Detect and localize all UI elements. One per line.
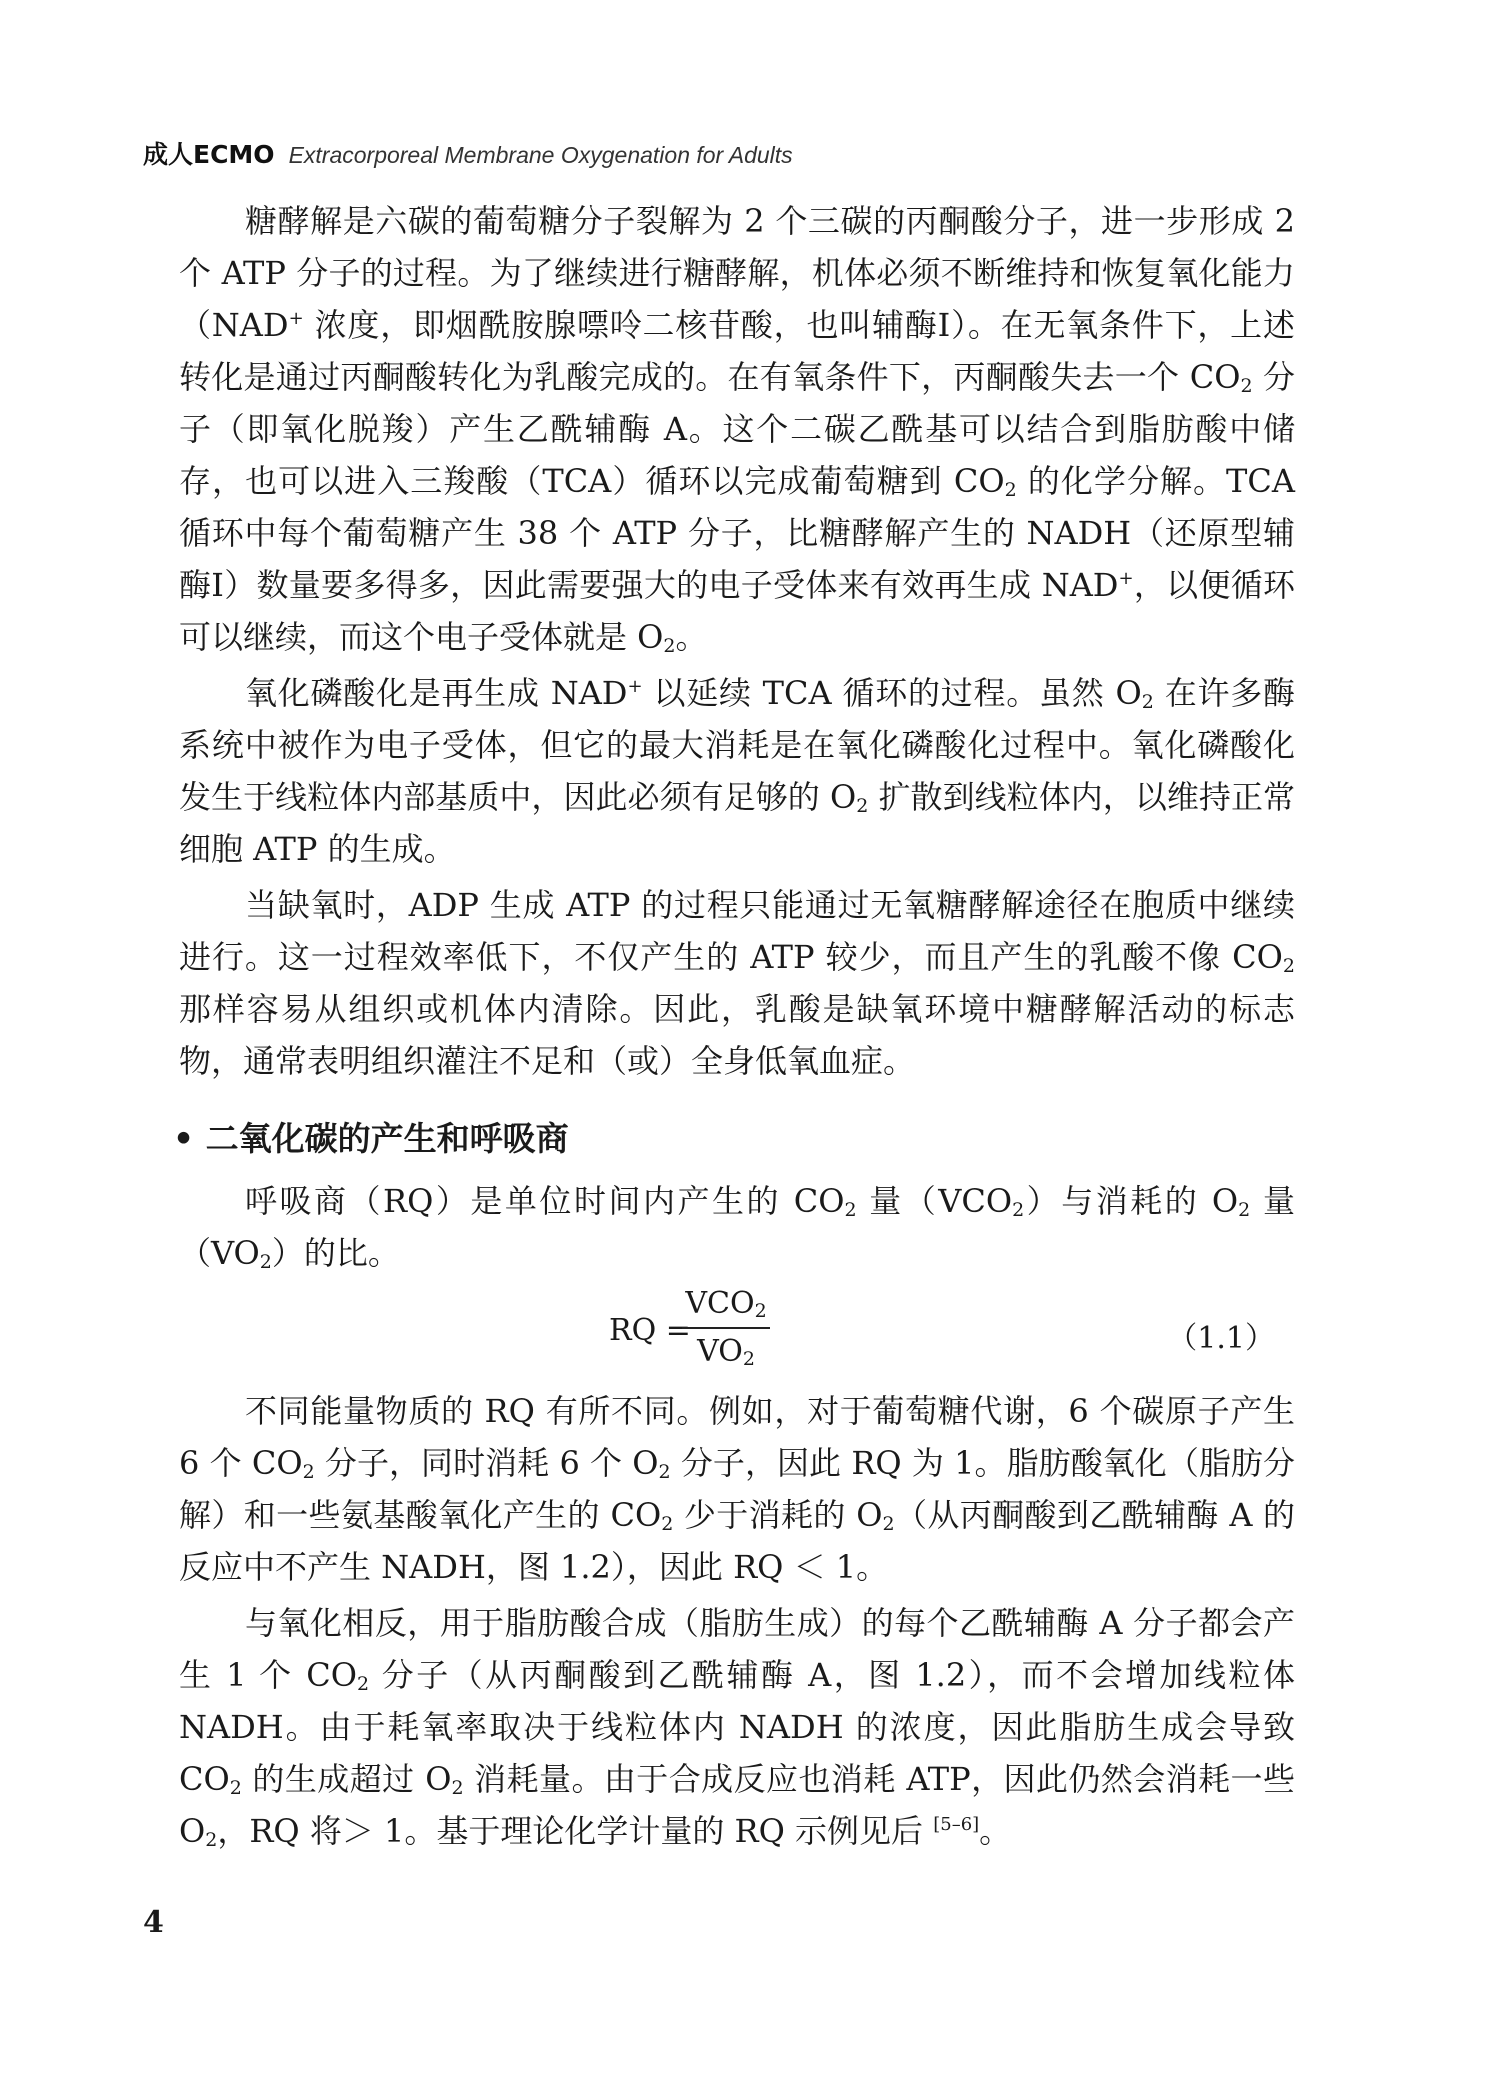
page-body: [173, 195, 1295, 1861]
equation-numerator: $VCO_2$: [685, 1286, 767, 1322]
fraction-bar: [682, 1327, 770, 1329]
citation-ref: [5–6]: [933, 1814, 980, 1835]
equation-denominator: $VO_2$: [697, 1334, 755, 1370]
running-header: [143, 135, 793, 171]
equation-number: （1.1）: [1167, 1321, 1275, 1356]
section-heading-co2-rq: • 二氧化碳的产生和呼吸商: [173, 1119, 569, 1158]
paragraph-lipogenesis: 与氧化相反，用于脂肪酸合成（脂肪生成）的每个乙酰辅酶 A 分子都会产生 1 个 $CO_2$ 分子（从丙酮酸到乙酰辅酶 A，图 1.2），而不会增加线粒体 NADH。由于耗氧率取决于线粒体内 NADH 的浓度，因此脂肪生成会导致 $CO_2$ 的生成超过 $O_2$ 消耗量。由于合成反应也消耗 ATP，因此仍然会消耗一些 $O_2$，RQ 将＞ 1。基于理论化学计量的 RQ 示例见后 [5–6]。: [179, 1604, 1295, 1851]
paragraph-rq-definition: 呼吸商（RQ）是单位时间内产生的 $CO_2$ 量$(VCO_2)$与消耗的 $O_2$ 量$(VO_2)$的比。: [179, 1182, 1295, 1273]
paragraph-rq-substrates: 不同能量物质的 RQ 有所不同。例如，对于葡萄糖代谢，6 个碳原子产生 6 个 $CO_2$ 分子，同时消耗 6 个 $O_2$ 分子，因此 RQ 为 1。脂肪酸氧化（脂肪分解）和一些氨基酸氧化产生的 $CO_2$ 少于消耗的 $O_2$（从丙酮酸到乙酰辅酶 A 的反应中不产生 NADH，图 1.2），因此 RQ ＜ 1。: [179, 1392, 1295, 1586]
equation-lhs: RQ =: [609, 1313, 691, 1348]
paragraph-glycolysis: 糖酵解是六碳的葡萄糖分子裂解为 2 个三碳的丙酮酸分子，进一步形成 2 个 ATP 分子的过程。为了继续进行糖酵解，机体必须不断维持和恢复氧化能力（NAD+ 浓度，即烟酰胺腺嘌呤二核苷酸，也叫辅酶Ⅰ）。在无氧条件下，上述转化是通过丙酮酸转化为乳酸完成的。在有氧条件下，丙酮酸失去一个 $CO_2$ 分子（即氧化脱羧）产生乙酰辅酶 A。这个二碳乙酰基可以结合到脂肪酸中储存，也可以进入三羧酸（TCA）循环以完成葡萄糖到 $CO_2$ 的化学分解。TCA 循环中每个葡萄糖产生 38 个 ATP 分子，比糖酵解产生的 NADH（还原型辅酶Ⅰ）数量要多得多，因此需要强大的电子受体来有效再生成 NAD+，以便循环可以继续，而这个电子受体就是 $O_2$。: [179, 202, 1295, 657]
rq-equation: [179, 1283, 1295, 1379]
equation-fraction: [682, 1283, 770, 1373]
book-title-cn: 成人ECMO: [143, 140, 275, 169]
paragraph-hypoxia: 当缺氧时，ADP 生成 ATP 的过程只能通过无氧糖酵解途径在胞质中继续进行。这一过程效率低下，不仅产生的 ATP 较少，而且产生的乳酸不像 $CO_2$ 那样容易从组织或机体内清除。因此，乳酸是缺氧环境中糖酵解活动的标志物，通常表明组织灌注不足和（或）全身低氧血症。: [179, 886, 1295, 1080]
book-title-en: Extracorporeal Membrane Oxygenation for Adults: [288, 142, 793, 168]
paragraph-oxidative-phosphorylation: 氧化磷酸化是再生成 NAD+ 以延续 TCA 循环的过程。虽然 $O_2$ 在许多酶系统中被作为电子受体，但它的最大消耗是在氧化磷酸化过程中。氧化磷酸化发生于线粒体内部基质中，因此必须有足够的 $O_2$ 扩散到线粒体内，以维持正常细胞 ATP 的生成。: [179, 674, 1295, 868]
page-number: 4: [143, 1905, 164, 1940]
